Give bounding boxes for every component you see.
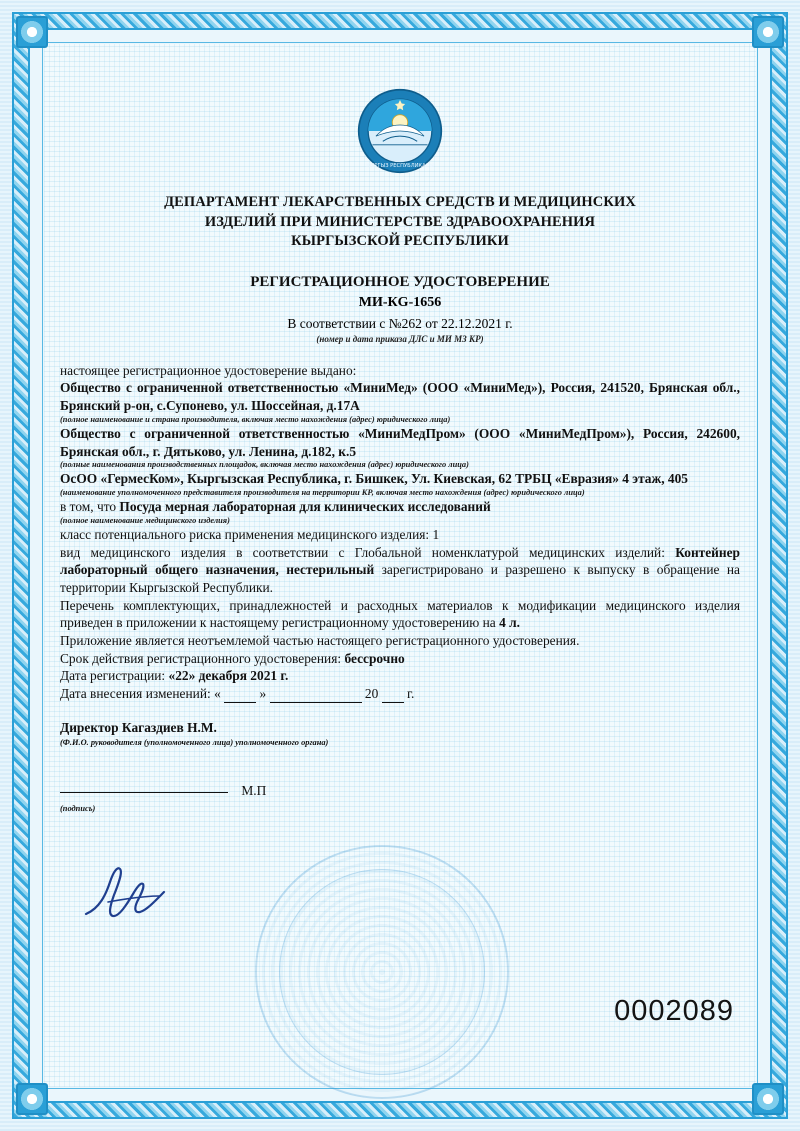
validity-value: бессрочно: [344, 650, 405, 666]
nomenclature-prefix: вид медицинского изделия в соответствии с Глобальной номенклатурой медицинских изделий:: [60, 544, 665, 560]
signature-caption: (подпись): [60, 804, 96, 814]
risk-class-line: класс потенциального риска применения медицинского изделия: 1: [60, 526, 440, 542]
amendment-date-line: [60, 685, 740, 703]
director-name: Директор Кагаздиев Н.М.: [60, 719, 217, 735]
authority-line-2: ИЗДЕЛИЙ ПРИ МИНИСТЕРСТВЕ ЗДРАВООХРАНЕНИЯ: [204, 213, 596, 230]
annex-note: Приложение является неотъемлемой частью настоящего регистрационного удостоверения.: [60, 632, 580, 648]
registration-number: МИ-КG-1656: [358, 294, 442, 310]
corner-ornament-bottom-left: [16, 1083, 48, 1115]
authority-line-3: КЫРГЫЗСКОЙ РЕСПУБЛИКИ: [291, 233, 509, 250]
production-site-caption: (полные наименования производственных площадок, включая место нахождения (адрес) юридического лица): [60, 460, 469, 470]
document-title: РЕГИСТРАЦИОННОЕ УДОСТОВЕРЕНИЕ: [250, 273, 550, 290]
annex-pages: 4 л.: [499, 615, 520, 631]
amendment-quote-open: «: [214, 686, 221, 701]
annex-text: Перечень комплектующих, принадлежностей и расходных материалов к модификации медицинского изделия приведен в приложении к настоящему регистрационному удостоверению на: [60, 597, 740, 631]
amendment-quote-close: »: [259, 686, 267, 701]
nomenclature-line: [60, 544, 740, 597]
corner-ornament-top-left: [16, 16, 48, 48]
product-prefix: в том, что: [60, 499, 117, 515]
corner-ornament-top-right: [752, 16, 784, 48]
amendment-date-label: Дата внесения изменений:: [60, 686, 211, 701]
stamp-label: М.П: [241, 783, 267, 799]
authorized-representative-caption: (наименование уполномоченного представителя производителя на территории КР, включая место нахождения (адрес) юридического лица): [60, 487, 585, 497]
coat-of-arms-icon: [357, 88, 443, 174]
order-reference-caption: (номер и дата приказа ДЛС и МИ МЗ КР): [316, 333, 484, 344]
amendment-month-blank[interactable]: [270, 701, 362, 703]
registration-date-label: Дата регистрации:: [60, 668, 166, 684]
nomenclature-name: Контейнер лабораторный общего назначения, нестерильный: [60, 544, 740, 578]
registration-date-line: [60, 667, 740, 685]
emblem-container: [60, 88, 740, 179]
serial-number: 0002089: [614, 995, 734, 1027]
signature-rule: [60, 791, 228, 793]
validity-label: Срок действия регистрационного удостоверения:: [60, 650, 342, 666]
amendment-suffix: г.: [407, 686, 415, 701]
signature-block: [60, 719, 740, 815]
order-reference: В соответствии с №262 от 22.12.2021 г.: [287, 315, 513, 331]
amendment-day-blank[interactable]: [224, 701, 256, 703]
document-content: [60, 60, 740, 1070]
signature-line-row: [60, 782, 740, 800]
manufacturer-text: Общество с ограниченной ответственностью «МиниМед» (ООО «МиниМед»), Россия, 241520, Брянская обл., Брянский р-он, с.Супонево, ул. Шоссейная, д.17А: [60, 380, 740, 414]
registration-date-value: «22» декабря 2021 г.: [168, 668, 289, 684]
nomenclature-suffix: зарегистрировано и разрешено к выпуску в обращение на территории Кыргызской Республики.: [60, 562, 740, 595]
issued-to-label: настоящее регистрационное удостоверение выдано:: [60, 362, 357, 378]
product-name: Посуда мерная лабораторная для клинических исследований: [119, 499, 491, 515]
annex-line: [60, 597, 740, 632]
amendment-year-prefix: 20: [364, 686, 379, 701]
director-caption: (Ф.И.О. руководителя (уполномоченного лица) уполномоченного органа): [60, 738, 329, 748]
product-line: [60, 498, 740, 516]
authorized-representative-text: ОсОО «ГермесКом», Кыргызская Республика, г. Бишкек, Ул. Киевская, 62 ТРБЦ «Евразия» 4 этаж, 405: [60, 471, 688, 487]
amendment-year-blank[interactable]: [382, 701, 404, 703]
corner-ornament-bottom-right: [752, 1083, 784, 1115]
production-site-text: Общество с ограниченной ответственностью «МиниМедПром» (ООО «МиниМедПром»), Россия, 242600, Брянская обл., г. Дятьково, ул. Ленина, д.182, к.5: [60, 425, 740, 459]
validity-line: [60, 650, 740, 668]
product-caption: (полное наименование медицинского изделия): [60, 515, 230, 525]
issuing-authority: [60, 193, 740, 252]
svg-text:КЫРГЫЗ РЕСПУБЛИКАСЫ: КЫРГЫЗ РЕСПУБЛИКАСЫ: [366, 163, 434, 170]
manufacturer-caption: (полное наименование и страна производителя, включая место нахождения (адрес) юридического лица): [60, 414, 451, 424]
document-body: [60, 362, 740, 815]
authority-line-1: ДЕПАРТАМЕНТ ЛЕКАРСТВЕННЫХ СРЕДСТВ И МЕДИЦИНСКИХ: [164, 194, 636, 210]
